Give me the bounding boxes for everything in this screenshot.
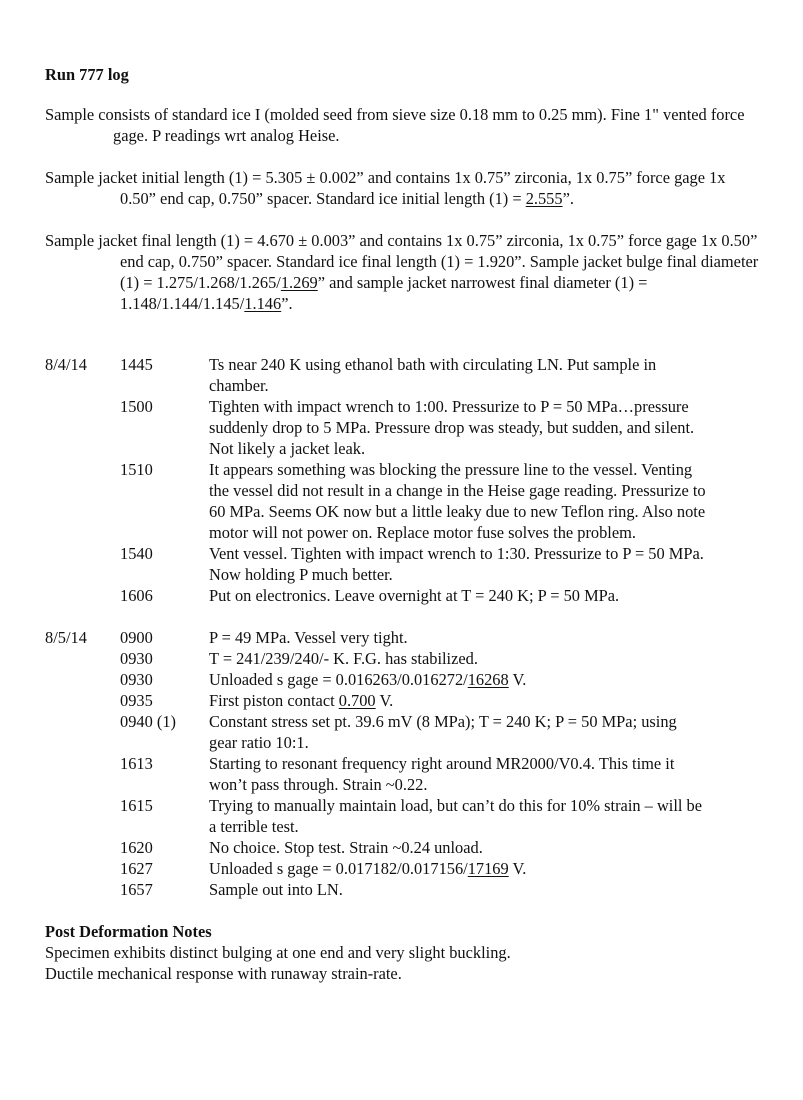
post-deformation-heading: Post Deformation Notes [45, 922, 212, 941]
post-note-line: Specimen exhibits distinct bulging at one end and very slight buckling. [45, 943, 511, 962]
log-note: First piston contact 0.700 V. [209, 691, 394, 710]
log-day-2 [45, 627, 765, 900]
initial-text: Sample jacket initial length (1) = 5.305 ± 0.002” and contains 1x 0.75” zirconia, 1x 0.75” force gage 1x 0.50” end cap, 0.750” spacer. Standard ice initial length (1) = [45, 168, 726, 208]
log-date: 8/5/14 [45, 628, 87, 647]
log-entry [45, 648, 765, 669]
final-text-c: ”. [281, 294, 293, 313]
log-note: Put on electronics. Leave overnight at T = 240 K; P = 50 MPa. [209, 586, 620, 605]
log-entry [45, 354, 765, 396]
log-note: Starting to resonant frequency right around MR2000/V0.4. This time it won’t pass through. Strain ~0.22. [209, 754, 675, 794]
log-time: 0900 [120, 628, 153, 647]
log-entry [45, 396, 765, 459]
log-time: 1445 [120, 355, 153, 374]
log-time: 1500 [120, 397, 153, 416]
post-note-line: Ductile mechanical response with runaway strain-rate. [45, 964, 402, 983]
bulge-average: 1.269 [280, 273, 318, 292]
page-title: Run 777 log [45, 65, 129, 84]
log-date: 8/4/14 [45, 355, 87, 374]
log-note: It appears something was blocking the pressure line to the vessel. Venting the vessel did not result in a change in the Heise gage reading. Pressurize to 60 MPa. Seems OK now but a little leaky due to new Teflon ring. Also note motor will not power on. Replace motor fuse solves the problem. [209, 460, 706, 542]
log-day-1 [45, 354, 765, 606]
log-time: 0930 [120, 649, 153, 668]
log-note: Ts near 240 K using ethanol bath with circulating LN. Put sample in chamber. [209, 355, 657, 395]
log-note: No choice. Stop test. Strain ~0.24 unload. [209, 838, 483, 857]
log-time: 0930 [120, 670, 153, 689]
log-entry [45, 627, 765, 648]
document-page [45, 64, 765, 984]
log-entry [45, 690, 765, 711]
log-time: 1657 [120, 880, 153, 899]
log-entry [45, 753, 765, 795]
initial-length-paragraph [45, 167, 765, 209]
log-time: 0940 (1) [120, 712, 176, 731]
log-time: 1615 [120, 796, 153, 815]
log-note: Unloaded s gage = 0.017182/0.017156/17169 V. [209, 859, 527, 878]
log-note: T = 241/239/240/- K. F.G. has stabilized. [209, 649, 478, 668]
log-note: Vent vessel. Tighten with impact wrench to 1:30. Pressurize to P = 50 MPa. Now holding P much better. [209, 544, 704, 584]
log-entry [45, 711, 765, 753]
log-note: P = 49 MPa. Vessel very tight. [209, 628, 408, 647]
narrowest-average: 1.146 [244, 294, 282, 313]
log-entry [45, 858, 765, 879]
final-text-a: Sample jacket final length (1) = 4.670 ± 0.003” and contains 1x 0.75” zirconia, 1x 0.75” force gage 1x 0.50” end cap, 0.750” spacer. Standard ice final length (1) = 1.920”. Sample jacket bulge final diameter (1) = 1.275/1.268/1.265/ [45, 231, 759, 292]
log-time: 1510 [120, 460, 153, 479]
final-text-b: ” and sample jacket narrowest final diameter (1) = 1.148/1.144/1.145/ [120, 273, 648, 313]
log-entry [45, 459, 765, 543]
run-log [45, 354, 765, 900]
underlined-value: 17169 [467, 859, 509, 878]
underlined-value: 0.700 [338, 691, 376, 710]
log-note: Trying to manually maintain load, but can’t do this for 10% strain – will be a terrible test. [209, 796, 703, 836]
log-time: 1540 [120, 544, 153, 563]
log-time: 0935 [120, 691, 153, 710]
log-time: 1620 [120, 838, 153, 857]
log-entry [45, 585, 765, 606]
log-entry [45, 879, 765, 900]
final-length-paragraph [45, 230, 765, 314]
log-note: Constant stress set pt. 39.6 mV (8 MPa); T = 240 K; P = 50 MPa; using gear ratio 10:1. [209, 712, 677, 752]
initial-text-end: ”. [562, 189, 574, 208]
log-note: Unloaded s gage = 0.016263/0.016272/16268 V. [209, 670, 527, 689]
log-entry [45, 795, 765, 837]
log-entry [45, 837, 765, 858]
log-time: 1606 [120, 586, 153, 605]
underlined-value: 16268 [467, 670, 509, 689]
log-entry [45, 543, 765, 585]
log-note: Tighten with impact wrench to 1:00. Pressurize to P = 50 MPa…pressure suddenly drop to 5 MPa. Pressure drop was steady, but sudden, and silent. Not likely a jacket leak. [209, 397, 695, 458]
initial-ice-length: 2.555 [525, 189, 563, 208]
log-time: 1627 [120, 859, 153, 878]
log-entry [45, 669, 765, 690]
sample-description: Sample consists of standard ice I (molded seed from sieve size 0.18 mm to 0.25 mm). Fine 1" vented force gage. P readings wrt analog Heise. [45, 105, 745, 145]
log-time: 1613 [120, 754, 153, 773]
log-note: Sample out into LN. [209, 880, 343, 899]
